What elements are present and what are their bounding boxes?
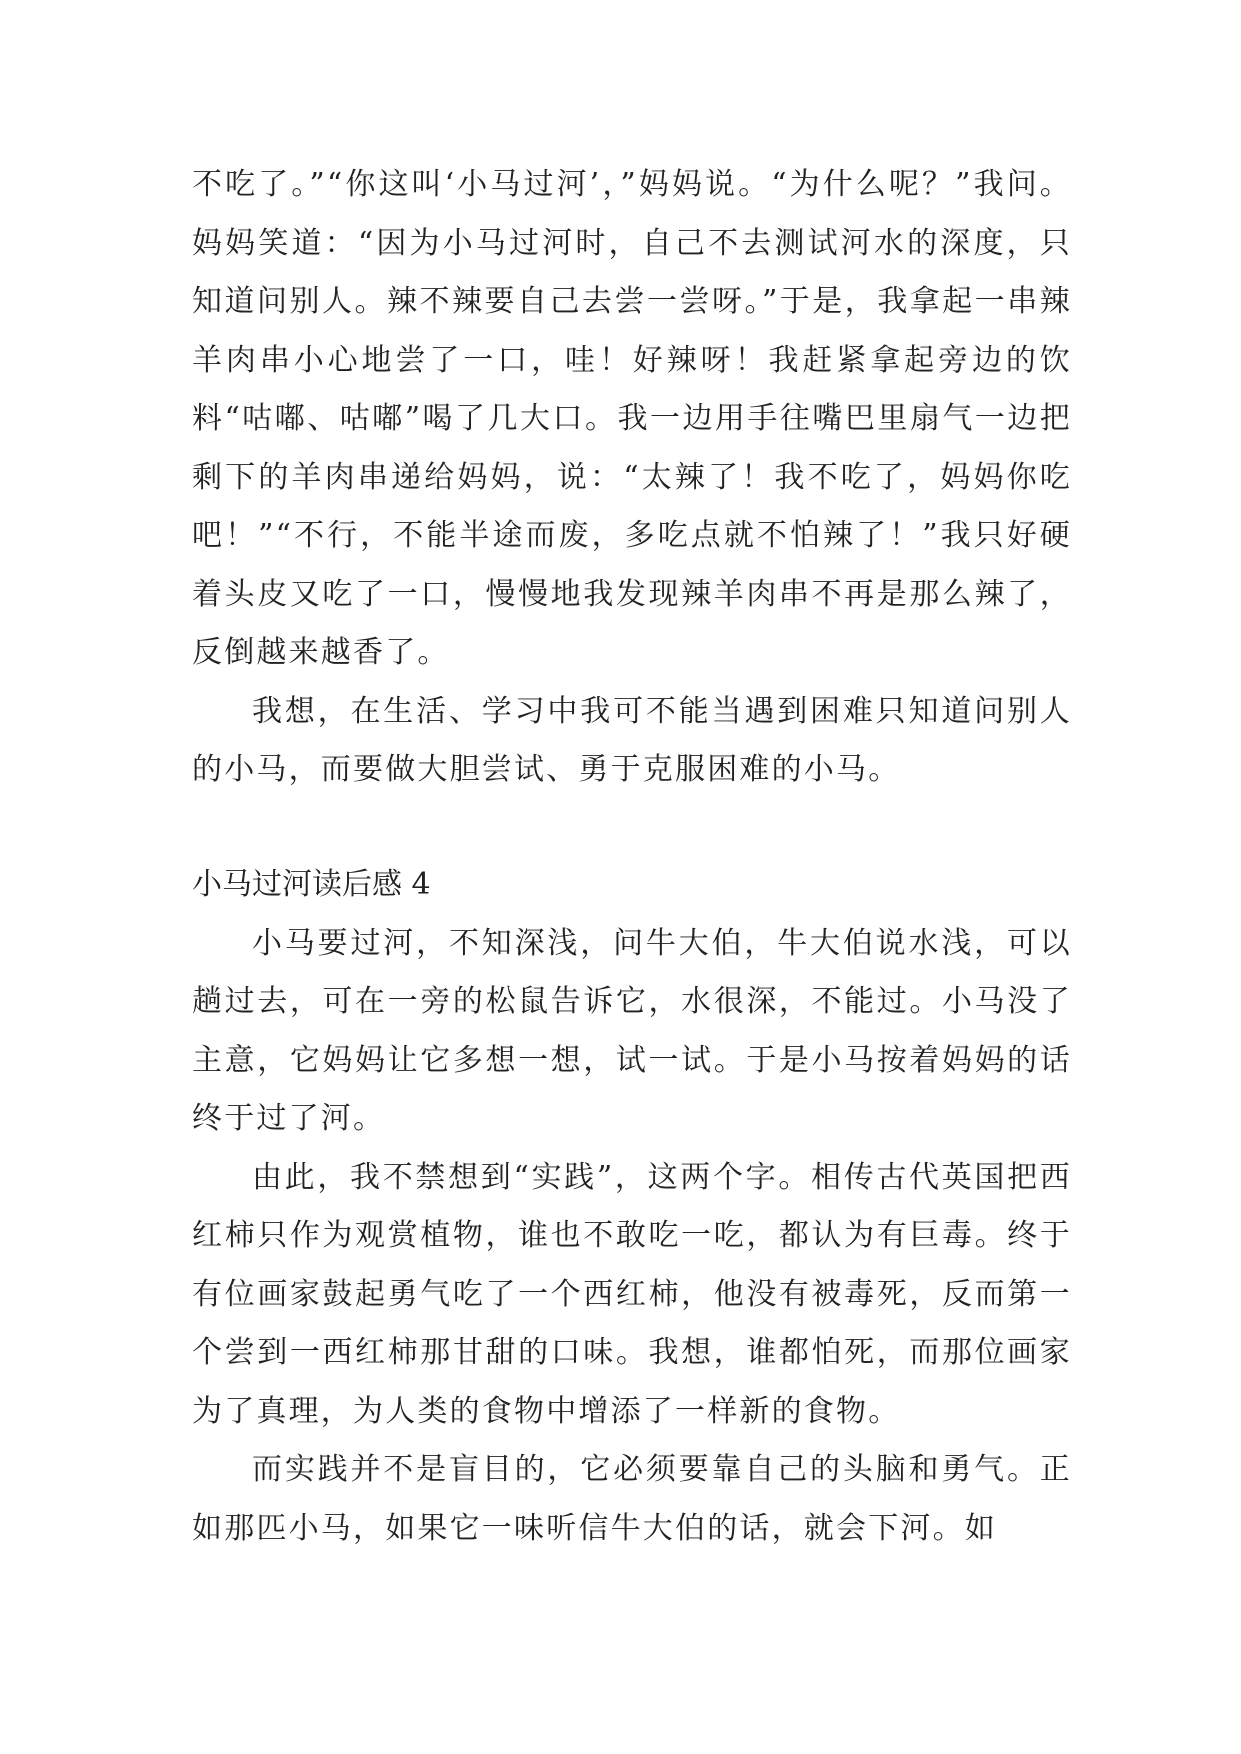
continued-section [192,156,1072,800]
paragraph-not-blind: 而实践并不是盲目的，它必须要靠自己的头脑和勇气。正如那匹小马，如果它一味听信牛大伯的话，就会下河。如 [192,1452,1072,1546]
paragraph-continued-story: 不吃了。”“你这叫‘小马过河’，”妈妈说。“为什么呢？”我问。妈妈笑道：“因为小马过河时，自己不去测试河水的深度，只知道问别人。辣不辣要自己去尝一尝呀。”于是，我拿起一串辣羊肉串小心地尝了一口，哇！好辣呀！我赶紧拿起旁边的饮料“咕嘟、咕嘟”喝了几大口。我一边用手往嘴巴里扇气一边把剩下的羊肉串递给妈妈，说：“太辣了！我不吃了，妈妈你吃吧！”“不行，不能半途而废，多吃点就不怕辣了！”我只好硬着头皮又吃了一口，慢慢地我发现辣羊肉串不再是那么辣了，反倒越来越香了。 [192,167,1072,670]
paragraph-reflection: 我想，在生活、学习中我可不能当遇到困难只知道问别人的小马，而要做大胆尝试、勇于克服困难的小马。 [192,693,1072,787]
paragraph-practice: 由此，我不禁想到“实践”，这两个字。相传古代英国把西红柿只作为观赏植物，谁也不敢吃一吃，都认为有巨毒。终于有位画家鼓起勇气吃了一个西红柿，他没有被毒死，反而第一个尝到一西红柿那甘甜的口味。我想，谁都怕死，而那位画家为了真理，为人类的食物中增添了一样新的食物。 [192,1159,1072,1429]
section-heading: 小马过河读后感 4 [192,867,431,902]
section-4 [192,856,1072,1558]
paragraph-story-summary: 小马要过河，不知深浅，问牛大伯，牛大伯说水浅，可以趟过去，可在一旁的松鼠告诉它，水很深，不能过。小马没了主意，它妈妈让它多想一想，试一试。于是小马按着妈妈的话终于过了河。 [192,925,1072,1136]
